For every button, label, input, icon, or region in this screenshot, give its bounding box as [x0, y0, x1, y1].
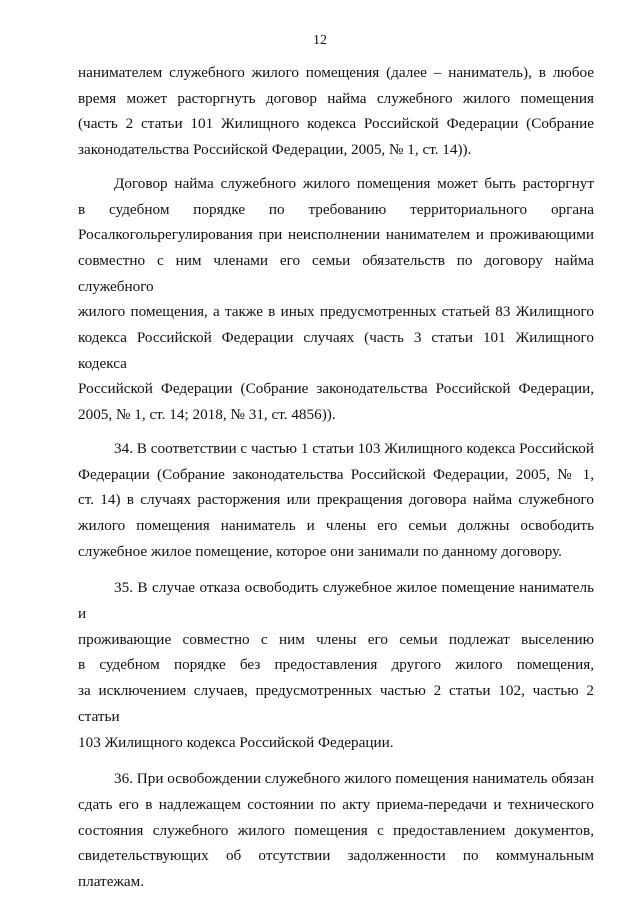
text-line: законодательства Российской Федерации, 2005, № 1, ст. 14)).	[78, 141, 472, 159]
paragraph-termination	[78, 171, 594, 428]
text-line: Российской Федерации (Собрание законодательства Российской Федерации,	[78, 380, 594, 398]
text-line: в судебном порядке по требованию территориального органа	[78, 200, 594, 218]
text-line: 2005, № 1, ст. 14; 2018, № 31, ст. 4856)).	[78, 406, 336, 424]
text-line: совместно с ним членами его семьи обязательств по договору найма служебного	[78, 251, 594, 295]
text-line: 34. В соответствии с частью 1 статьи 103 Жилищного кодекса Российской	[114, 439, 594, 457]
text-line: сдать его в надлежащем состоянии по акту приема-передачи и технического	[78, 795, 594, 813]
page-number: 12	[313, 33, 327, 48]
text-line: (часть 2 статьи 101 Жилищного кодекса Российской Федерации (Собрание	[78, 115, 594, 133]
text-line: в судебном порядке без предоставления другого жилого помещения,	[78, 656, 594, 674]
paragraph-continuation	[78, 60, 594, 163]
text-line: время может расторгнуть договор найма служебного жилого помещения	[78, 89, 594, 107]
text-line: за исключением случаев, предусмотренных частью 2 статьи 102, частью 2 статьи	[78, 682, 594, 725]
text-line: ст. 14) в случаях расторжения или прекращения договора найма служебного	[78, 491, 594, 509]
text-line: 36. При освобождении служебного жилого помещения наниматель обязан	[114, 770, 594, 788]
text-line: кодекса Российской Федерации случаях (часть 3 статьи 101 Жилищного кодекса	[78, 329, 594, 372]
text-line: жилого помещения, а также в иных предусмотренных статьей 83 Жилищного	[78, 303, 594, 321]
text-line: Федерации (Собрание законодательства Российской Федерации, 2005, № 1,	[78, 465, 594, 483]
document-body	[78, 60, 594, 895]
text-line: 103 Жилищного кодекса Российской Федерации.	[78, 733, 394, 751]
text-line: Росалкогольрегулирования при неисполнении нанимателем и проживающими	[78, 226, 594, 244]
paragraph-34	[78, 436, 594, 565]
text-line: проживающие совместно с ним члены его семьи подлежат выселению	[78, 630, 594, 648]
text-line: состояния служебного жилого помещения с предоставлением документов,	[78, 821, 594, 839]
paragraph-36	[78, 766, 594, 895]
text-line: 35. В случае отказа освободить служебное жилое помещение наниматель и	[78, 579, 594, 623]
text-line: Договор найма служебного жилого помещения может быть расторгнут	[114, 174, 594, 192]
text-line: свидетельствующих об отсутствии задолженности по коммунальным платежам.	[78, 847, 594, 891]
text-line: служебное жилое помещение, которое они занимали по данному договору.	[78, 542, 562, 560]
text-line: нанимателем служебного жилого помещения (далее – наниматель), в любое	[78, 64, 594, 81]
paragraph-35	[78, 575, 594, 755]
text-line: жилого помещения наниматель и члены его семьи должны освободить	[78, 516, 594, 534]
